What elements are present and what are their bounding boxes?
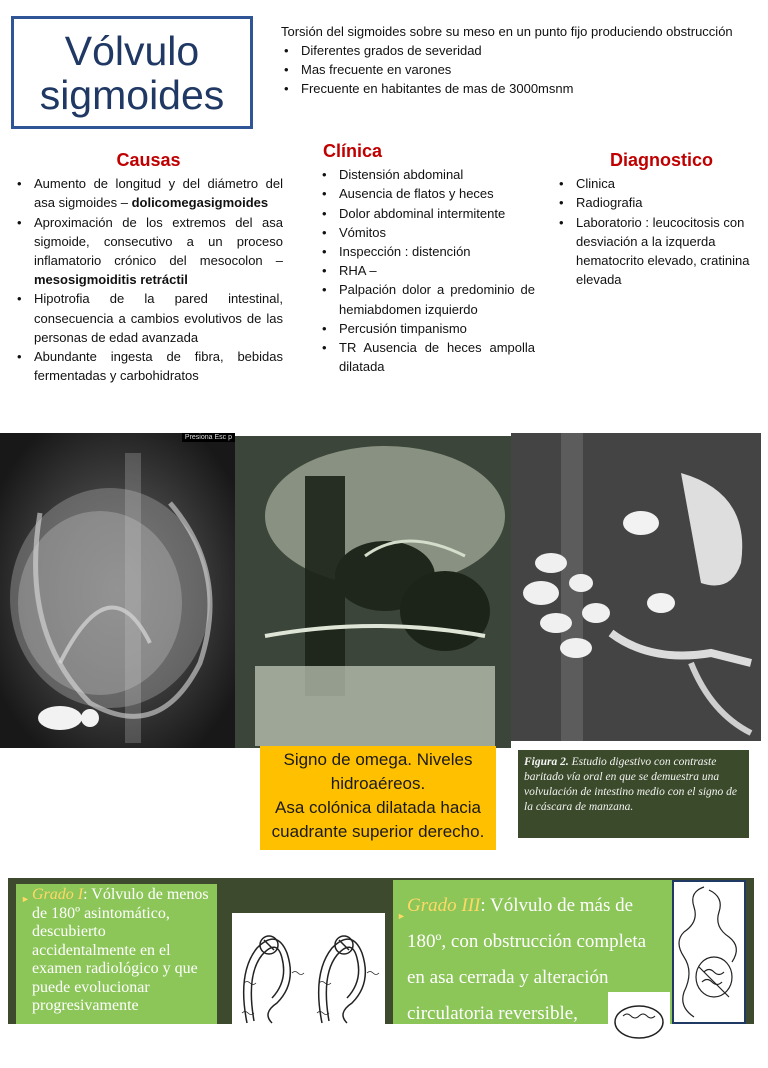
figura2-caption (518, 750, 749, 838)
clinica-list (319, 165, 535, 376)
clinica-column (319, 142, 535, 376)
diagnostico-list (556, 174, 767, 289)
bullet-arrow-icon: ► (397, 911, 406, 921)
clinica-heading: Clínica (323, 141, 383, 161)
causas-item: • Abundante ingesta de fibra, bebidas fermentadas y carbohidratos (14, 347, 283, 385)
grado1-text: : Vólvulo de menos de 180º asintomático, descubierto accidentalmente en el examen radiológico y que puede evolucionar progresivamente (32, 886, 209, 1014)
omega-caption: Signo de omega. Niveles hidroaéreos. Asa colónica dilatada hacia cuadrante superior derecho. (271, 750, 485, 841)
intro-bullet: • Mas frecuente en varones (281, 60, 743, 79)
clinica-item: • TR Ausencia de heces ampolla dilatada (319, 338, 535, 376)
intro-bullet: • Frecuente en habitantes de mas de 3000msnm (281, 79, 743, 98)
diagnostico-item: • Laboratorio : leucocitosis con desviación a la izquerda hematocrito elevado, cratinina elevada (556, 213, 767, 290)
page-title: Vólvulo sigmoides (39, 27, 225, 118)
clinica-item: • Dolor abdominal intermitente (319, 204, 535, 223)
figura2-text: Estudio digestivo con contraste baritado vía oral en que se demuestra una volvulación de intestino medio con el signo de la cáscara de manzana. (524, 756, 738, 813)
grado1-illustration (232, 913, 385, 1024)
figura2-label: Figura 2. (524, 756, 569, 768)
causas-column (14, 151, 283, 385)
clinica-item: • Ausencia de flatos y heces (319, 184, 535, 203)
intestine-diagram (672, 880, 746, 1024)
diagnostico-item: • Clinica (556, 174, 767, 193)
grado3-text: : Vólvulo de más de 180º, con obstrucción completa en asa cerrada y alteración circulatoria reversible, permaneciendo el asa viable. (407, 895, 647, 1060)
overlay-hint: Presiona Esc p (182, 433, 235, 442)
clinica-item: • RHA – (319, 261, 535, 280)
grado1-name: Grado I (32, 886, 84, 903)
title-box (11, 16, 253, 129)
diagnostico-item: • Radiografia (556, 193, 767, 212)
causas-term: mesosigmoiditis retráctil (34, 272, 188, 288)
clinica-item: • Inspección : distención (319, 242, 535, 261)
bullet-arrow-icon: ► (21, 894, 30, 904)
clinica-item: • Distensión abdominal (319, 165, 535, 184)
clinica-item: • Percusión timpanismo (319, 319, 535, 338)
intro-bullet: • Diferentes grados de severidad (281, 41, 743, 60)
intro-block (281, 22, 743, 98)
clinica-item: • Palpación dolor a predominio de hemiabdomen izquierdo (319, 280, 535, 318)
clinica-item: • Vómitos (319, 223, 535, 242)
causas-heading: Causas (116, 150, 181, 170)
causas-list (14, 174, 283, 385)
grado3-name: Grado III (407, 895, 481, 916)
xray-omega-sign (0, 433, 235, 748)
xray-barium-study (511, 433, 761, 741)
grado3-illustration (608, 992, 670, 1024)
causas-item: • Hipotrofia de la pared intestinal, consecuencia a cambios evolutivos de las personas de edad avanzada (14, 289, 283, 347)
intro-bullets (281, 41, 743, 98)
causas-item: • Aumento de longitud y del diámetro del asa sigmoides – dolicomegasigmoides (14, 174, 283, 212)
xray-air-fluid-levels (235, 436, 511, 748)
omega-caption-box (260, 746, 496, 850)
causas-term: dolicomegasigmoides (131, 195, 269, 211)
diagnostico-column (556, 151, 767, 289)
causas-item: • Aproximación de los extremos del asa sigmoide, consecutivo a un proceso inflamatorio crónico del mesocolon – mesosigmoiditis retráctil (14, 213, 283, 290)
grado1-card (16, 884, 217, 1024)
intro-definition: Torsión del sigmoides sobre su meso en un punto fijo produciendo obstrucción (281, 24, 733, 39)
diagnostico-heading: Diagnostico (609, 150, 713, 170)
